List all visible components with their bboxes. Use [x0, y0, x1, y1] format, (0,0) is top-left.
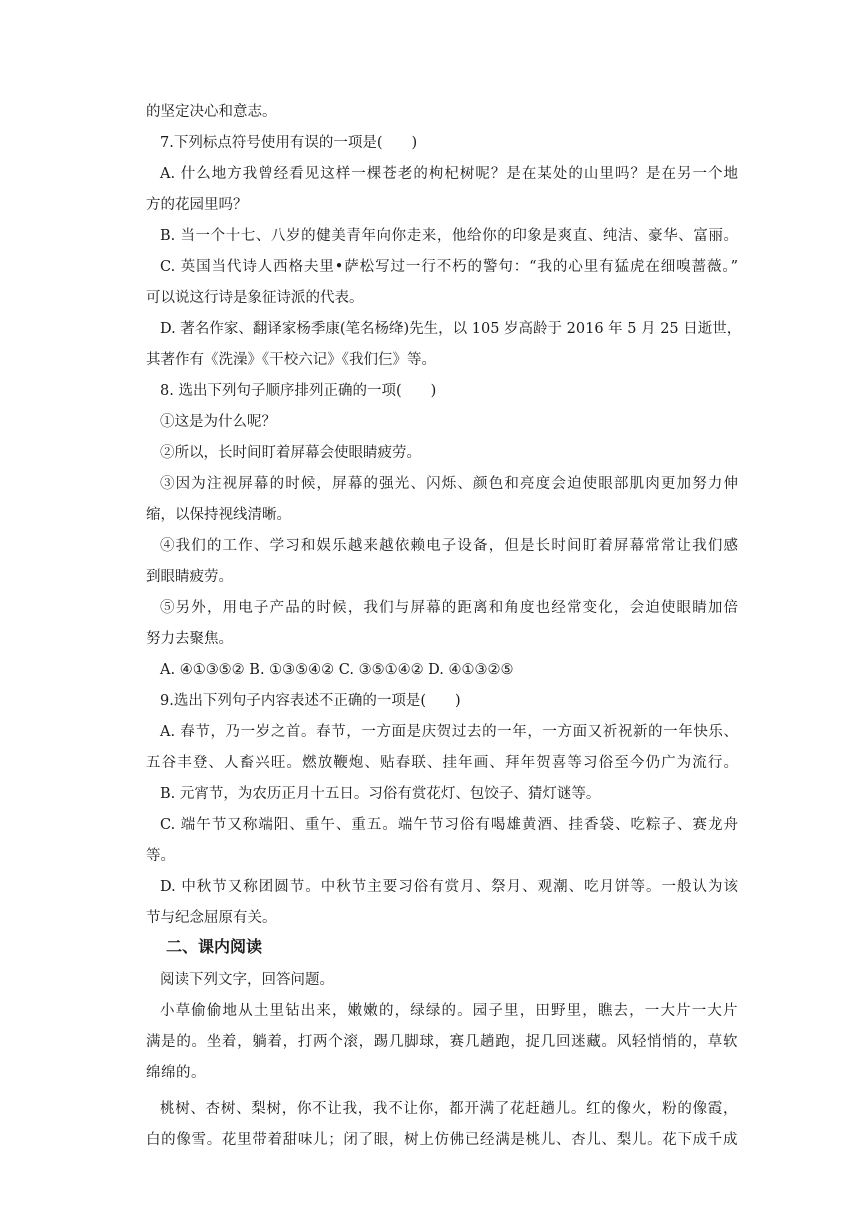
q8-sentence-4: ④我们的工作、学习和娱乐越来越依赖电子设备，但是长时间盯着屏幕常常让我们感: [160, 538, 738, 554]
section-heading: 二、课内阅读: [166, 937, 263, 956]
passage-paragraph-2-cont: 白的像雪。花里带着甜味儿；闭了眼，树上仿佛已经满是桃儿、杏儿、梨儿。花下成千成: [146, 1132, 738, 1148]
q7-option-a: A. 什么地方我曾经看见这样一棵苍老的枸杞树呢？是在某处的山里吗？是在另一个地: [160, 166, 738, 182]
q8-sentence-3: ③因为注视屏幕的时候，屏幕的强光、闪烁、颜色和亮度会迫使眼部肌肉更加努力伸: [160, 476, 738, 492]
q7-option-b: B. 当一个十七、八岁的健美青年向你走来，他给你的印象是爽直、纯洁、豪华、富丽。: [160, 228, 738, 244]
q8-options: A. ④①③⑤② B. ①③⑤④② C. ③⑤①④② D. ④①③②⑤: [160, 662, 514, 678]
q8-sentence-1: ①这是为什么呢？: [160, 414, 276, 430]
text-line: 的坚定决心和意志。: [146, 104, 277, 120]
question-9: 9.选出下列句子内容表述不正确的一项是( ): [160, 693, 461, 709]
q9-option-d-cont: 节与纪念屈原有关。: [146, 910, 277, 926]
q7-option-d: D. 著名作家、翻译家杨季康(笔名杨绛)先生，以 105 岁高龄于 2016 年 5 月 25 日逝世，: [160, 321, 742, 337]
reading-instruction: 阅读下列文字，回答问题。: [160, 972, 334, 988]
q9-option-a-cont: 五谷丰登、人畜兴旺。燃放鞭炮、贴春联、挂年画、拜年贺喜等习俗至今仍广为流行。: [146, 755, 738, 771]
q7-option-c: C. 英国当代诗人西格夫里•萨松写过一行不朽的警句：“我的心里有猛虎在细嗅蔷薇。”: [160, 259, 738, 275]
passage-paragraph-1: 小草偷偷地从土里钻出来，嫩嫩的，绿绿的。园子里，田野里，瞧去，一大片一大片: [160, 1003, 738, 1019]
q9-option-d: D. 中秋节又称团圆节。中秋节主要习俗有赏月、祭月、观潮、吃月饼等。一般认为该: [160, 879, 738, 895]
q8-sentence-5: ⑤另外，用电子产品的时候，我们与屏幕的距离和角度也经常变化，会迫使眼睛加倍: [160, 600, 738, 616]
q7-option-d-cont: 其著作有《洗澡》《干校六记》《我们仨》等。: [146, 352, 436, 368]
q8-sentence-5-cont: 努力去聚焦。: [146, 631, 233, 647]
q9-option-a: A. 春节，乃一岁之首。春节，一方面是庆贺过去的一年，一方面又祈祝新的一年快乐、: [160, 724, 738, 740]
q7-option-a-cont: 方的花园里吗？: [146, 197, 248, 213]
q7-option-c-cont: 可以说这行诗是象征诗派的代表。: [146, 290, 364, 306]
q9-option-c-cont: 等。: [146, 848, 175, 864]
passage-paragraph-1-end: 绵绵的。: [146, 1065, 206, 1081]
passage-paragraph-1-cont: 满是的。坐着，躺着，打两个滚，踢几脚球，赛几趟跑，捉几回迷藏。风轻悄悄的，草软: [146, 1034, 738, 1050]
q8-sentence-4-cont: 到眼睛疲劳。: [146, 569, 233, 585]
passage-paragraph-2: 桃树、杏树、梨树，你不让我，我不让你，都开满了花赶趟儿。红的像火，粉的像霞，: [160, 1101, 738, 1117]
q8-sentence-2: ②所以，长时间盯着屏幕会使眼睛疲劳。: [160, 445, 421, 461]
q9-option-c: C. 端午节又称端阳、重午、重五。端午节习俗有喝雄黄酒、挂香袋、吃粽子、赛龙舟: [160, 817, 738, 833]
question-7: 7.下列标点符号使用有误的一项是( ): [160, 135, 418, 151]
question-8: 8. 选出下列句子顺序排列正确的一项( ): [160, 383, 437, 399]
q8-sentence-3-cont: 缩，以保持视线清晰。: [146, 507, 291, 523]
q9-option-b: B. 元宵节，为农历正月十五日。习俗有赏花灯、包饺子、猜灯谜等。: [160, 786, 601, 802]
